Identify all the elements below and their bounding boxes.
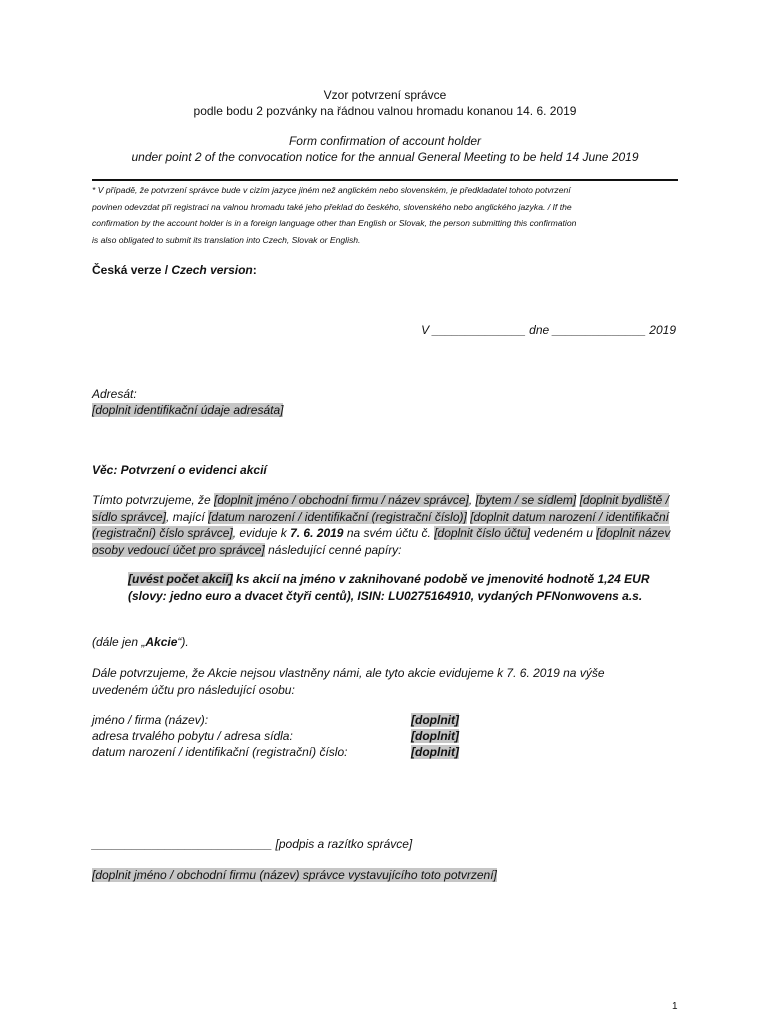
placeholder-id-type: [datum narození / identifikační (registrační číslo)]: [208, 509, 467, 524]
text: , eviduje k: [232, 526, 291, 540]
header-divider: [92, 179, 678, 181]
field-label-name: jméno / firma (název):: [92, 713, 209, 727]
confirmation-paragraph: [92, 492, 682, 558]
placeholder-id-number: [doplnit datum narození / identifikační (registrační) číslo správce]: [92, 509, 669, 540]
place-date-line: V ______________ dne ______________ 2019: [421, 323, 676, 337]
placeholder-name: [doplnit jméno / obchodní firmu / název správce]: [214, 493, 469, 507]
placeholder-address: [doplnit bydliště / sídlo správce]: [92, 493, 669, 524]
text: ,: [468, 493, 476, 507]
field-label-birth-id: datum narození / identifikační (registrační) číslo:: [92, 745, 348, 759]
section-heading-en: Czech version: [171, 263, 253, 277]
defined-term-akcie: Akcie: [145, 635, 178, 649]
text: (dále jen „: [92, 635, 146, 649]
placeholder-account-number: [doplnit číslo účtu]: [434, 526, 531, 540]
field-value-name: [411, 712, 459, 728]
field-value-birth-id: [411, 744, 459, 760]
signature-name: [92, 867, 497, 883]
footnote-line: * V případě, že potvrzení správce bude v cizím jazyce jiném než anglickém nebo slovenském, je předkladatel tohoto potvrzení: [92, 185, 571, 195]
placeholder-fill: [doplnit]: [411, 745, 459, 759]
shares-paragraph: [128, 571, 668, 604]
text: Tímto potvrzujeme, že: [92, 493, 215, 507]
section-heading: [92, 262, 257, 278]
signature-line: ___________________________ [podpis a razítko správce]: [92, 837, 413, 851]
footnote-line: povinen odevzdat při registraci na valnou hromadu také jeho překlad do českého, slovenského nebo anglického jazyka. / If the: [92, 201, 572, 212]
subject-line: Věc: Potvrzení o evidenci akcií: [92, 463, 267, 477]
title-en: Form confirmation of account holder: [288, 134, 482, 148]
text: “).: [177, 635, 189, 649]
shares-description: ks akcií na jméno v zaknihované podobě ve jmenovité hodnotě 1,24 EUR (slovy: jedno euro a dvacet čtyři centů), ISIN: LU0275164910, vydaných PFNonwovens a.s.: [128, 572, 650, 603]
section-heading-cz: Česká verze /: [92, 263, 172, 277]
footnote-line: confirmation by the account holder is in a foreign language other than English or Slovak, the person submitting this confirmation: [92, 218, 577, 229]
text: vedeném u: [530, 526, 597, 540]
placeholder-signer-name: [doplnit jméno / obchodní firmu (název) správce vystavujícího toto potvrzení]: [92, 868, 497, 882]
addressee-placeholder: [92, 402, 283, 418]
field-value-address: [411, 728, 459, 744]
further-paragraph: Dále potvrzujeme, že Akcie nejsou vlastněny námi, ale tyto akcie evidujeme k 7. 6. 2019 na výše uvedeném účtu pro následující osobu:: [92, 666, 605, 697]
section-heading-colon: :: [252, 263, 257, 277]
addressee-highlight: [doplnit identifikační údaje adresáta]: [92, 403, 284, 417]
subtitle-en: under point 2 of the convocation notice for the annual General Meeting to be held 14 June 2019: [131, 150, 639, 164]
addressee-label: Adresát:: [92, 387, 137, 401]
record-date: 7. 6. 2019: [290, 526, 344, 540]
defined-term: [92, 634, 189, 650]
text: následující cenné papíry:: [264, 542, 402, 557]
placeholder-fill: [doplnit]: [411, 713, 459, 727]
placeholder-fill: [doplnit]: [411, 729, 459, 743]
footnote: [92, 182, 680, 248]
field-label-address: adresa trvalého pobytu / adresa sídla:: [92, 729, 293, 743]
placeholder-residence-type: [bytem / se sídlem]: [475, 493, 577, 507]
text: na svém účtu č.: [343, 526, 435, 540]
subtitle-cz: podle bodu 2 pozvánky na řádnou valnou hromadu konanou 14. 6. 2019: [193, 104, 577, 118]
footnote-line: is also obligated to submit its translation into Czech, Slovak or English.: [92, 234, 361, 245]
page-number: 1: [672, 1001, 678, 1012]
placeholder-share-count: [uvést počet akcií]: [128, 572, 233, 586]
title-cz: Vzor potvrzení správce: [323, 88, 447, 102]
text: , mající: [166, 509, 209, 524]
placeholder-account-keeper: [doplnit název osoby vedoucí účet pro správce]: [92, 526, 671, 557]
